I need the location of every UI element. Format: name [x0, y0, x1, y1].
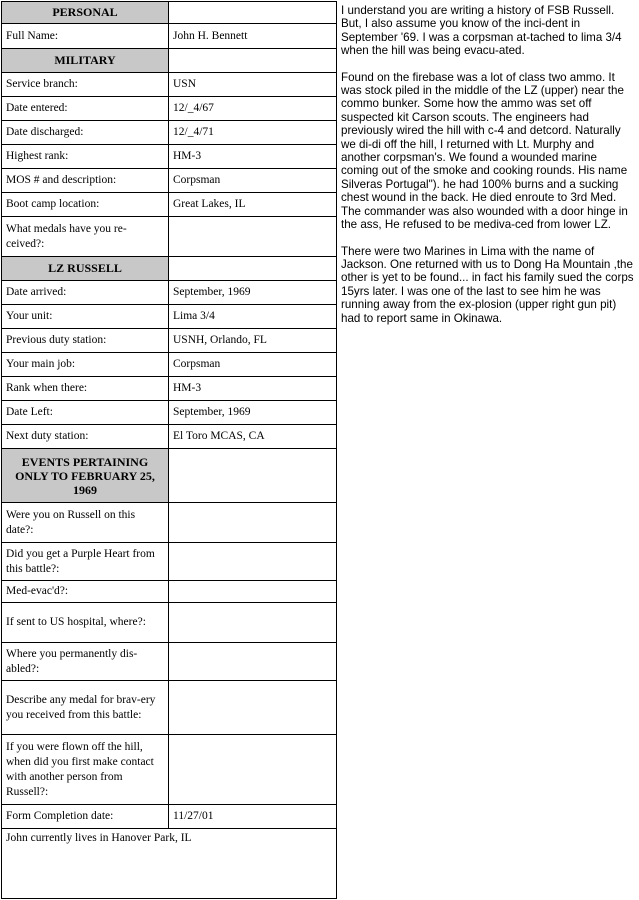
field-label: Full Name: [2, 24, 169, 49]
field-label: Were you on Russell on this date?: [2, 503, 169, 543]
field-value: John H. Bennett [169, 24, 337, 49]
residence-note: John currently lives in Hanover Park, IL [2, 829, 337, 899]
field-value [169, 603, 337, 643]
field-value: 12/_4/71 [169, 121, 337, 145]
section-header-events: EVENTS PERTAINING ONLY TO FEBRUARY 25, 1969 [2, 449, 169, 503]
field-label: Describe any medal for brav-ery you received from this battle: [2, 681, 169, 735]
field-label: MOS # and description: [2, 169, 169, 193]
narrative-paragraph: I understand you are writing a history of FSB Russell. But, I also assume you know of the inci-dent in September '69. I was a corpsman at-tached to lima 3/4 when the hill was being evacu-ated. [341, 4, 622, 58]
field-value: Lima 3/4 [169, 305, 337, 329]
field-value: September, 1969 [169, 281, 337, 305]
blank-cell [169, 257, 337, 281]
field-value: Corpsman [169, 169, 337, 193]
field-label: Date entered: [2, 97, 169, 121]
field-value [169, 581, 337, 603]
field-value [169, 643, 337, 681]
field-value: El Toro MCAS, CA [169, 425, 337, 449]
field-value: Great Lakes, IL [169, 193, 337, 217]
field-label: Rank when there: [2, 377, 169, 401]
field-label: Where you permanently dis-abled?: [2, 643, 169, 681]
field-label: If you were flown off the hill, when did you first make contact with another person from Russell?: [2, 735, 169, 805]
section-header-military: MILITARY [2, 49, 169, 73]
field-value [169, 217, 337, 257]
field-value [169, 503, 337, 543]
field-value: 12/_4/67 [169, 97, 337, 121]
field-label: Your main job: [2, 353, 169, 377]
field-label: If sent to US hospital, where?: [2, 603, 169, 643]
field-value: HM-3 [169, 145, 337, 169]
blank-cell [169, 2, 337, 24]
field-label: Date arrived: [2, 281, 169, 305]
field-label: Previous duty station: [2, 329, 169, 353]
field-value: September, 1969 [169, 401, 337, 425]
field-label: Highest rank: [2, 145, 169, 169]
field-label: Next duty station: [2, 425, 169, 449]
field-value [169, 543, 337, 581]
field-value: USNH, Orlando, FL [169, 329, 337, 353]
field-label: Date discharged: [2, 121, 169, 145]
blank-cell [169, 449, 337, 503]
field-value: 11/27/01 [169, 805, 337, 829]
field-value: USN [169, 73, 337, 97]
field-label: What medals have you re-ceived?: [2, 217, 169, 257]
narrative-paragraph: Found on the firebase was a lot of class two ammo. It was stock piled in the middle of the LZ (upper) near the commo bunker. Some how the ammo was set off suspected kit Carson scouts. The engineers had previously wired the hill with c-4 and detcord. Naturally we di-di off the hill, I returned with Lt. Murphy and another corpsman's. We found a wounded marine coming out of the smoke and cooking rounds. His name Silveras Portugal"). he had 100% burns and a sucking chest wound in the back. He died enroute to 3rd Med. The commander was also wounded with a door hinge in the ass, He refused to be mediva-ced from lower LZ. [341, 70, 628, 232]
narrative-text [341, 4, 636, 338]
field-value [169, 735, 337, 805]
field-value: Corpsman [169, 353, 337, 377]
blank-cell [169, 49, 337, 73]
field-label: Form Completion date: [2, 805, 169, 829]
field-label: Did you get a Purple Heart from this battle?: [2, 543, 169, 581]
field-label: Service branch: [2, 73, 169, 97]
section-header-lz-russell: LZ RUSSELL [2, 257, 169, 281]
section-header-personal: PERSONAL [2, 2, 169, 24]
field-label: Med-evac'd?: [2, 581, 169, 603]
field-value: HM-3 [169, 377, 337, 401]
field-label: Date Left: [2, 401, 169, 425]
field-label: Your unit: [2, 305, 169, 329]
field-label: Boot camp location: [2, 193, 169, 217]
questionnaire-form [1, 1, 337, 899]
narrative-paragraph: There were two Marines in Lima with the name of Jackson. One returned with us to Dong Ha Mountain ,the other is yet to be found... in fact his family sued the corps 15yrs later. I was one of the last to see him he was running away from the ex-plosion (upper right gun pit) had to report same in Okinawa. [341, 244, 634, 325]
field-value [169, 681, 337, 735]
